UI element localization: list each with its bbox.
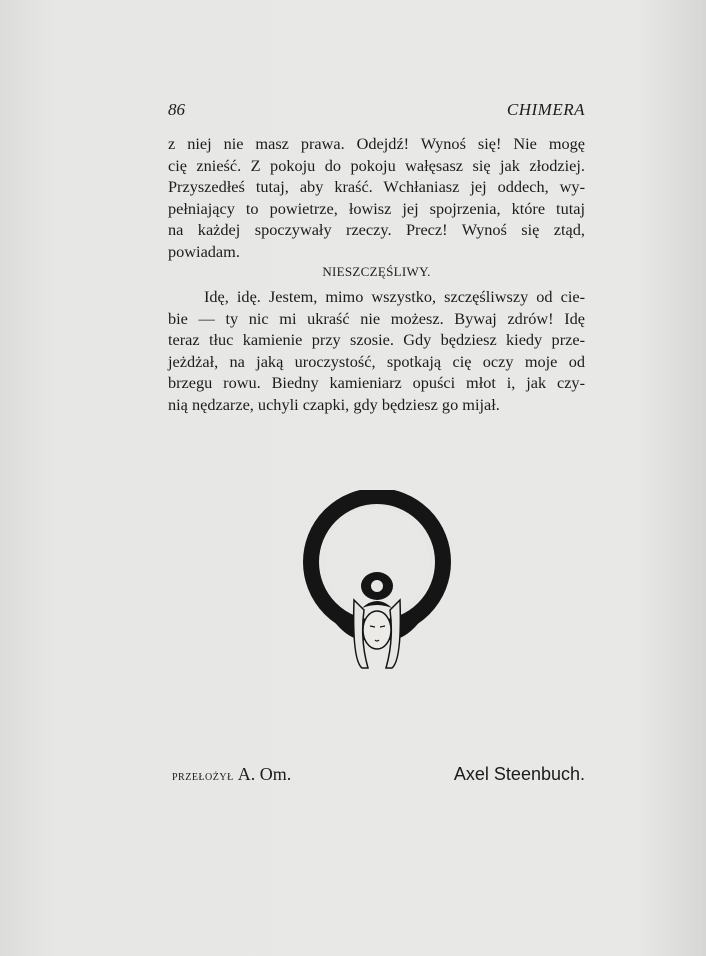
section-heading: NIESZCZĘŚLIWY.	[322, 264, 431, 279]
translator-name: A. Om.	[237, 764, 292, 784]
text-line: pełniający to powietrze, łowisz jej spojrzenia, które tutaj	[168, 198, 585, 218]
text-line: teraz tłuc kamienie przy szosie. Gdy będziesz kiedy prze-	[168, 330, 585, 349]
text-line: Idę, idę. Jestem, mimo wszystko, szczęśliwszy od cie-	[204, 287, 585, 306]
text-line: nią nędzarze, uchyli czapki, gdy będziesz go mijał.	[168, 394, 500, 414]
running-title: CHIMERA	[506, 100, 585, 119]
page-number: 86	[168, 100, 185, 119]
text-line: brzegu rowu. Biedny kamieniarz opuści młot i, jak czy-	[168, 373, 585, 392]
text-line: na każdej spoczywały rzeczy. Precz! Wynoś się ztąd,	[168, 220, 585, 239]
text-line: Przyszedłeś tutaj, aby kraść. Wchłaniasz jej oddech, wy-	[168, 177, 585, 196]
translator-credit	[172, 764, 291, 785]
text-line: bie — ty nic mi ukraść nie możesz. Bywaj zdrów! Idę	[168, 308, 585, 328]
ornament-vignette-illustration	[302, 490, 452, 672]
translator-label: PRZEŁOŻYŁ	[172, 772, 234, 783]
text-line: jeżdżał, na jaką uroczystość, spotkają cię oczy moje od	[168, 351, 585, 371]
text-line: cię znieść. Z pokoju do pokoju wałęsasz się jak złodziej.	[168, 155, 585, 175]
text-line: z niej nie masz prawa. Odejdź! Wynoś się! Nie mogę	[168, 134, 585, 153]
text-line: powiadam.	[168, 241, 240, 261]
author-name: Axel Steenbuch.	[453, 764, 585, 784]
